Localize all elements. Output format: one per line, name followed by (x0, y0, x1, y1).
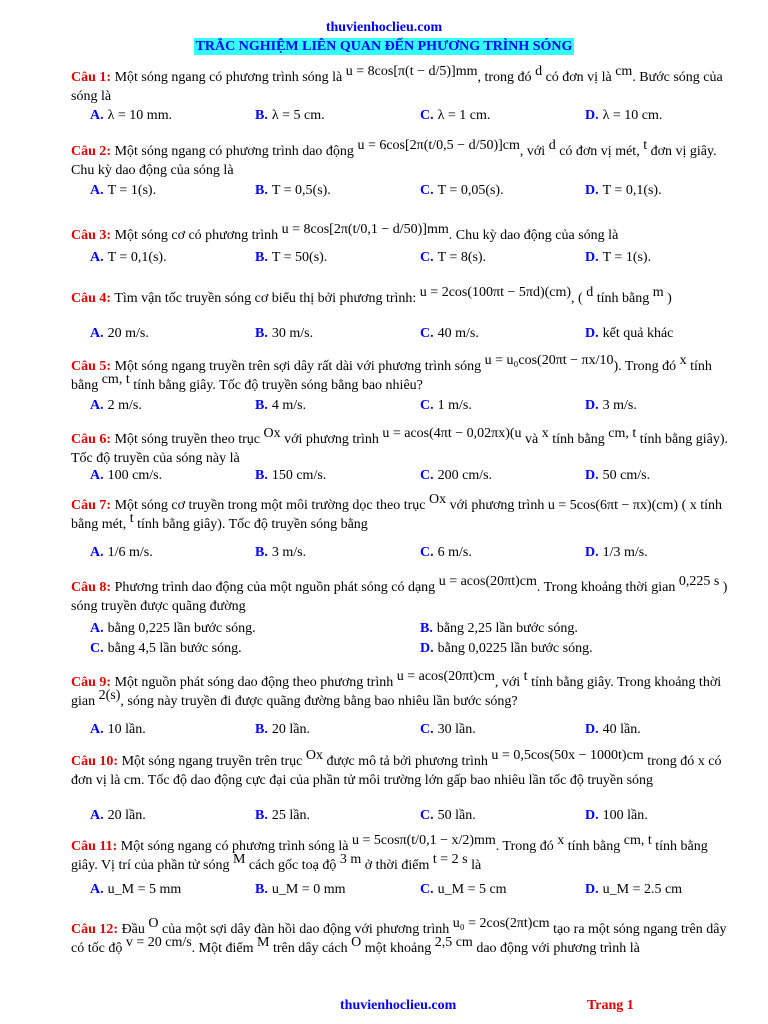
question-text: tính bằng (548, 432, 609, 447)
question-text: một khoảng (361, 941, 435, 956)
question-text: với phương trình (280, 432, 383, 447)
options-row (90, 722, 730, 742)
question-text: tính bằng giây. Vị trí của phần tử sóng (71, 839, 708, 873)
question-label: Câu 6: (71, 432, 112, 447)
variable: x (541, 426, 549, 441)
options-row (90, 641, 730, 661)
question-text: trong đó (643, 754, 698, 769)
value: 0,225 s (678, 574, 720, 589)
question-text: và (521, 432, 542, 447)
question-text: ) (663, 291, 672, 306)
value: 3 m (339, 852, 362, 867)
question-text: Một sóng cơ truyền trong một môi trường dọc theo trục (114, 498, 429, 513)
option-c[interactable]: C. bằng 4,5 lần bước sóng. (90, 641, 242, 656)
variable: d (535, 64, 543, 79)
option-a[interactable]: A. T = 0,1(s). (90, 250, 167, 265)
variable: Ox (305, 748, 323, 763)
option-c[interactable]: C. T = 8(s). (420, 250, 487, 265)
option-a[interactable]: A. 100 cm/s. (90, 468, 163, 483)
option-d[interactable]: D. kết quả khác (585, 326, 674, 341)
option-d[interactable]: D. u_M = 2.5 cm (585, 882, 683, 897)
option-a[interactable]: A. 1/6 m/s. (90, 545, 153, 560)
question-10 (71, 748, 731, 790)
question-text: dao động với phương trình là (472, 941, 640, 956)
option-b[interactable]: B. 30 m/s. (255, 326, 314, 341)
option-a[interactable]: A. bằng 0,225 lần bước sóng. (90, 621, 256, 636)
question-text: tính bằng (71, 359, 712, 393)
value: t = 2 s (432, 852, 468, 867)
question-label: Câu 3: (71, 228, 112, 243)
question-4 (71, 285, 731, 308)
variable: Ox (263, 426, 281, 441)
question-text: Một sóng ngang có phương trình sóng là (114, 70, 346, 85)
question-text: trên dây cách (269, 941, 352, 956)
question-text: . Tốc độ dao động cực đại của phần tử môi trường lớn gấp bao nhiêu lần tốc độ truyền sóng (141, 773, 654, 788)
variable: t (129, 511, 134, 526)
question-text: có đơn vị là (71, 754, 722, 788)
question-text: tính bằng (564, 839, 624, 854)
option-c[interactable]: C. T = 0,05(s). (420, 183, 504, 198)
variable: Ox (428, 492, 447, 507)
question-label: Câu 10: (71, 754, 119, 769)
page-number: Trang 1 (587, 998, 634, 1013)
site-header: thuvienhoclieu.com (325, 20, 443, 35)
options-row (90, 621, 730, 641)
question-text: tính bằng mét, (71, 498, 723, 532)
variable: O (148, 916, 159, 931)
question-label: Câu 8: (71, 580, 112, 595)
question-text: . Trong đó (495, 839, 558, 854)
question-text: Một sóng ngang có phương trình sóng là (120, 839, 352, 854)
option-a[interactable]: A. 20 m/s. (90, 326, 149, 341)
option-c[interactable]: C. 40 m/s. (420, 326, 479, 341)
question-9 (71, 669, 731, 711)
question-label: Câu 2: (71, 144, 112, 159)
question-7 (71, 492, 731, 534)
option-d[interactable]: D. 100 lần. (585, 808, 648, 823)
equation: u = 0,5cos(50x − 1000t)cm (491, 748, 644, 763)
question-text: ). Trong đó (613, 359, 680, 374)
variable: O (351, 935, 362, 950)
equation: u = u₀cos(20πt − πx/10 (484, 353, 614, 368)
equation: u = 6cos[2π(t/0,5 − d/50)]cm (357, 138, 520, 153)
question-label: Câu 5: (71, 359, 112, 374)
option-d[interactable]: D. 40 lần. (585, 722, 641, 737)
option-a[interactable]: A. 2 m/s. (90, 398, 142, 413)
question-text: tính bằng giây. Tốc độ truyền sóng bằng bao nhiêu? (129, 378, 423, 393)
value: 2,5 cm (434, 935, 473, 950)
equation: u₀ = 2cos(2πt)cm (452, 916, 550, 931)
title-wrap (0, 37, 768, 55)
question-text: tính bằng giây. Trong khoảng thời gian (71, 675, 722, 709)
question-5 (71, 353, 731, 395)
question-text: Một sóng ngang truyền trên sợi dây rất dài với phương trình sóng (114, 359, 485, 374)
question-text: . Bước sóng của sóng là (71, 70, 723, 104)
question-text: là (467, 858, 482, 873)
question-3 (71, 222, 731, 245)
option-d[interactable]: D. λ = 10 cm. (585, 108, 663, 123)
equation: u = 5cosπ(t/0,1 − x/2)mm (352, 833, 496, 848)
variable: M (257, 935, 270, 950)
option-b[interactable]: B. 20 lần. (255, 722, 310, 737)
option-b[interactable]: B. 4 m/s. (255, 398, 307, 413)
option-b[interactable]: B. 25 lần. (255, 808, 310, 823)
question-text: , sóng này truyền đi được quãng đường bằng bao nhiêu lần bước sóng? (120, 694, 518, 709)
question-label: Câu 1: (71, 70, 112, 85)
option-d[interactable]: D. 50 cm/s. (585, 468, 651, 483)
option-b[interactable]: B. T = 50(s). (255, 250, 328, 265)
question-text: được mô tả bởi phương trình (322, 754, 492, 769)
options-row (90, 250, 730, 270)
question-text: , với (494, 675, 524, 690)
option-c[interactable]: C. 6 m/s. (420, 545, 472, 560)
option-a[interactable]: A. T = 1(s). (90, 183, 157, 198)
question-12 (71, 916, 731, 958)
option-d[interactable]: D. T = 0,1(s). (585, 183, 662, 198)
options-row (90, 468, 730, 488)
question-text: Phương trình dao động của một nguồn phát sóng có dạng (114, 580, 439, 595)
variable: d (586, 285, 594, 300)
option-d[interactable]: D. T = 1(s). (585, 250, 652, 265)
question-text: Một sóng ngang có phương trình dao động (114, 144, 358, 159)
question-6 (71, 426, 731, 468)
question-text: Tìm vận tốc truyền sóng cơ biểu thị bởi phương trình: (114, 291, 420, 306)
variable: x (689, 498, 697, 513)
option-b[interactable]: B. bằng 2,25 lần bước sóng. (420, 621, 578, 636)
variable: M (232, 852, 246, 867)
unit: cm (123, 773, 142, 788)
option-c[interactable]: C. 200 cm/s. (420, 468, 493, 483)
equation: u = 2cos(100πt − 5πd)(cm) (419, 285, 572, 300)
option-d[interactable]: D. bằng 0,0225 lần bước sóng. (420, 641, 593, 656)
question-text: có đơn vị mét, (555, 144, 644, 159)
option-b[interactable]: B. λ = 5 cm. (255, 108, 325, 123)
option-b[interactable]: B. 150 cm/s. (255, 468, 327, 483)
question-text: . Trong khoảng thời gian (536, 580, 679, 595)
footer-site[interactable]: thuvienhoclieu.com (340, 998, 457, 1013)
question-11 (71, 833, 731, 875)
question-text: tính bằng giây). Tốc độ truyền của sóng này là (71, 432, 729, 466)
unit: m (652, 285, 664, 300)
question-text: , với (519, 144, 549, 159)
option-d[interactable]: D. 3 m/s. (585, 398, 637, 413)
option-c[interactable]: C. λ = 1 cm. (420, 108, 491, 123)
value: v = 20 cm/s (125, 935, 192, 950)
variable: x (679, 353, 687, 368)
question-text: của một sợi dây đàn hồi dao động với phương trình (158, 922, 453, 937)
question-text: . Một điểm (191, 941, 258, 956)
variable: x (697, 754, 705, 769)
option-b[interactable]: B. 3 m/s. (255, 545, 307, 560)
equation: u = 8cos[2π(t/0,1 − d/50)]mm (281, 222, 449, 237)
options-row (90, 882, 730, 902)
question-text: có đơn vị là (542, 70, 616, 85)
option-a[interactable]: A. u_M = 5 mm (90, 882, 182, 897)
option-b[interactable]: B. T = 0,5(s). (255, 183, 331, 198)
options-row (90, 108, 730, 128)
question-label: Câu 11: (71, 839, 118, 854)
option-a[interactable]: A. 20 lần. (90, 808, 146, 823)
unit: cm (615, 64, 633, 79)
question-text: cách gốc toạ độ (245, 858, 340, 873)
question-text: , trong đó (477, 70, 536, 85)
options-row (90, 326, 730, 346)
question-8 (71, 574, 731, 616)
option-c[interactable]: C. 50 lần. (420, 808, 476, 823)
question-label: Câu 9: (71, 675, 112, 690)
question-text: Một sóng truyền theo trục (114, 432, 264, 447)
equation: u = acos(20πt)cm (396, 669, 495, 684)
option-c[interactable]: C. 1 m/s. (420, 398, 472, 413)
question-text: ở thời điểm (361, 858, 433, 873)
options-row (90, 183, 730, 203)
options-row (90, 398, 730, 418)
question-label: Câu 4: (71, 291, 112, 306)
page-title: TRẮC NGHIỆM LIÊN QUAN ĐẾN PHƯƠNG TRÌNH SÓNG (195, 39, 573, 54)
question-text: . Chu kỳ dao động của sóng là (448, 228, 619, 243)
question-1 (71, 64, 731, 106)
question-label: Câu 7: (71, 498, 112, 513)
option-d[interactable]: D. 1/3 m/s. (585, 545, 648, 560)
question-text: Đầu (121, 922, 149, 937)
variable: x (557, 833, 565, 848)
variable: d (548, 138, 556, 153)
equation: u = 5cos(6πt − πx)(cm) (547, 498, 679, 513)
option-a[interactable]: A. 10 lần. (90, 722, 146, 737)
question-text: tạo ra một sóng ngang trên dây có tốc độ (71, 922, 727, 956)
unit: cm, t (623, 833, 652, 848)
question-text: Một sóng cơ có phương trình (114, 228, 282, 243)
option-a[interactable]: A. λ = 10 mm. (90, 108, 173, 123)
variable: t (523, 669, 528, 684)
question-2 (71, 138, 731, 180)
question-text: tính bằng (593, 291, 653, 306)
question-text: ) sóng truyền được quãng đường (71, 580, 728, 614)
question-text: tính bằng giây). Tốc độ truyền sóng bằng (133, 517, 368, 532)
question-text: với phương trình (446, 498, 548, 513)
value: 2(s) (98, 688, 121, 703)
option-c[interactable]: C. 30 lần. (420, 722, 476, 737)
variable: t (643, 138, 648, 153)
equation: u = acos(20πt)cm (438, 574, 537, 589)
question-text: , ( (571, 291, 587, 306)
question-text: đơn vị giây. Chu kỳ dao động của sóng là (71, 144, 717, 178)
unit: cm, t (101, 372, 130, 387)
question-label: Câu 12: (71, 922, 119, 937)
options-row (90, 808, 730, 828)
question-text: Một sóng ngang truyền trên trục (121, 754, 306, 769)
equation: u = 8cos[π(t − d/5)]mm (345, 64, 478, 79)
question-text: Một nguồn phát sóng dao động theo phương trình (114, 675, 397, 690)
unit: cm, t (608, 426, 637, 441)
option-c[interactable]: C. u_M = 5 cm (420, 882, 507, 897)
option-b[interactable]: B. u_M = 0 mm (255, 882, 346, 897)
equation: u = acos(4πt − 0,02πx)(u (382, 426, 522, 441)
question-text: ( (678, 498, 690, 513)
options-row (90, 545, 730, 565)
